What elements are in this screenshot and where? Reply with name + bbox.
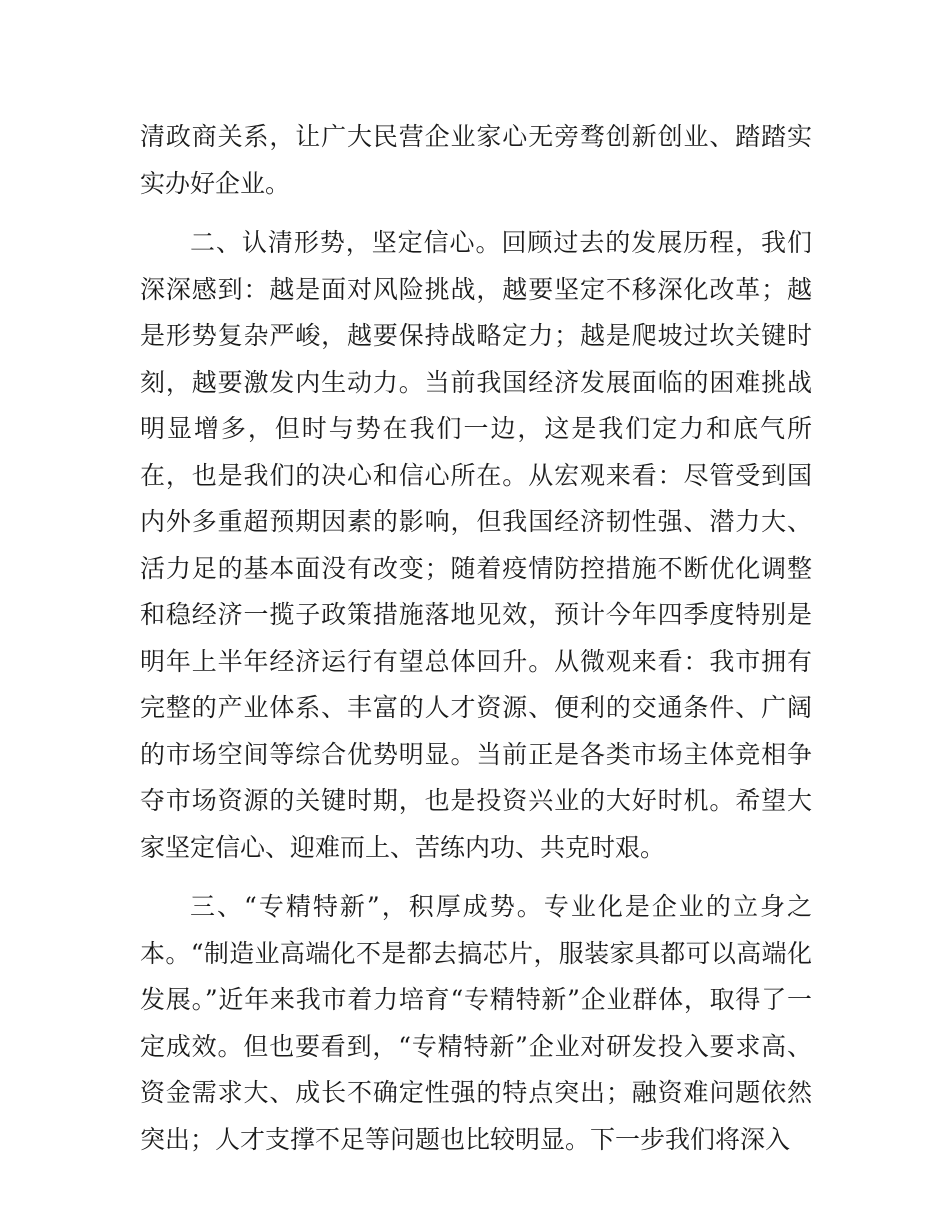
paragraph-continuation: 清政商关系，让广大民营企业家心无旁骛创新创业、踏踏实实办好企业。 [140, 122, 812, 198]
paragraph-section-three: 三、“专精特新”，积厚成势。专业化是企业的立身之本。“制造业高端化不是都去搞芯片，服装家具都可以高端化发展。”近年来我市着力培育“专精特新”企业群体，取得了一定成效。但也要看到，“专精特新”企业对研发投入要求高、资金需求大、成长不确定性强的特点突出；融资难问题依然突出；人才支撑不足等问题也比较明显。下一步我们将深入 [140, 892, 812, 1154]
document-body [140, 114, 812, 1176]
paragraph-section-two: 二、认清形势，坚定信心。回顾过去的发展历程，我们深深感到：越是面对风险挑战，越要坚定不移深化改革；越是形势复杂严峻，越要保持战略定力；越是爬坡过坎关键时刻，越要激发内生动力。当前我国经济发展面临的困难挑战明显增多，但时与势在我们一边，这是我们定力和底气所在，也是我们的决心和信心所在。从宏观来看：尽管受到国内外多重超预期因素的影响，但我国经济韧性强、潜力大、活力足的基本面没有改变；随着疫情防控措施不断优化调整和稳经济一揽子政策措施落地见效，预计今年四季度特别是明年上半年经济运行有望总体回升。从微观来看：我市拥有完整的产业体系、丰富的人才资源、便利的交通条件、广阔的市场空间等综合优势明显。当前正是各类市场主体竞相争夺市场资源的关键时期，也是投资兴业的大好时机。希望大家坚定信心、迎难而上、苦练内功、共克时艰。 [140, 228, 812, 862]
